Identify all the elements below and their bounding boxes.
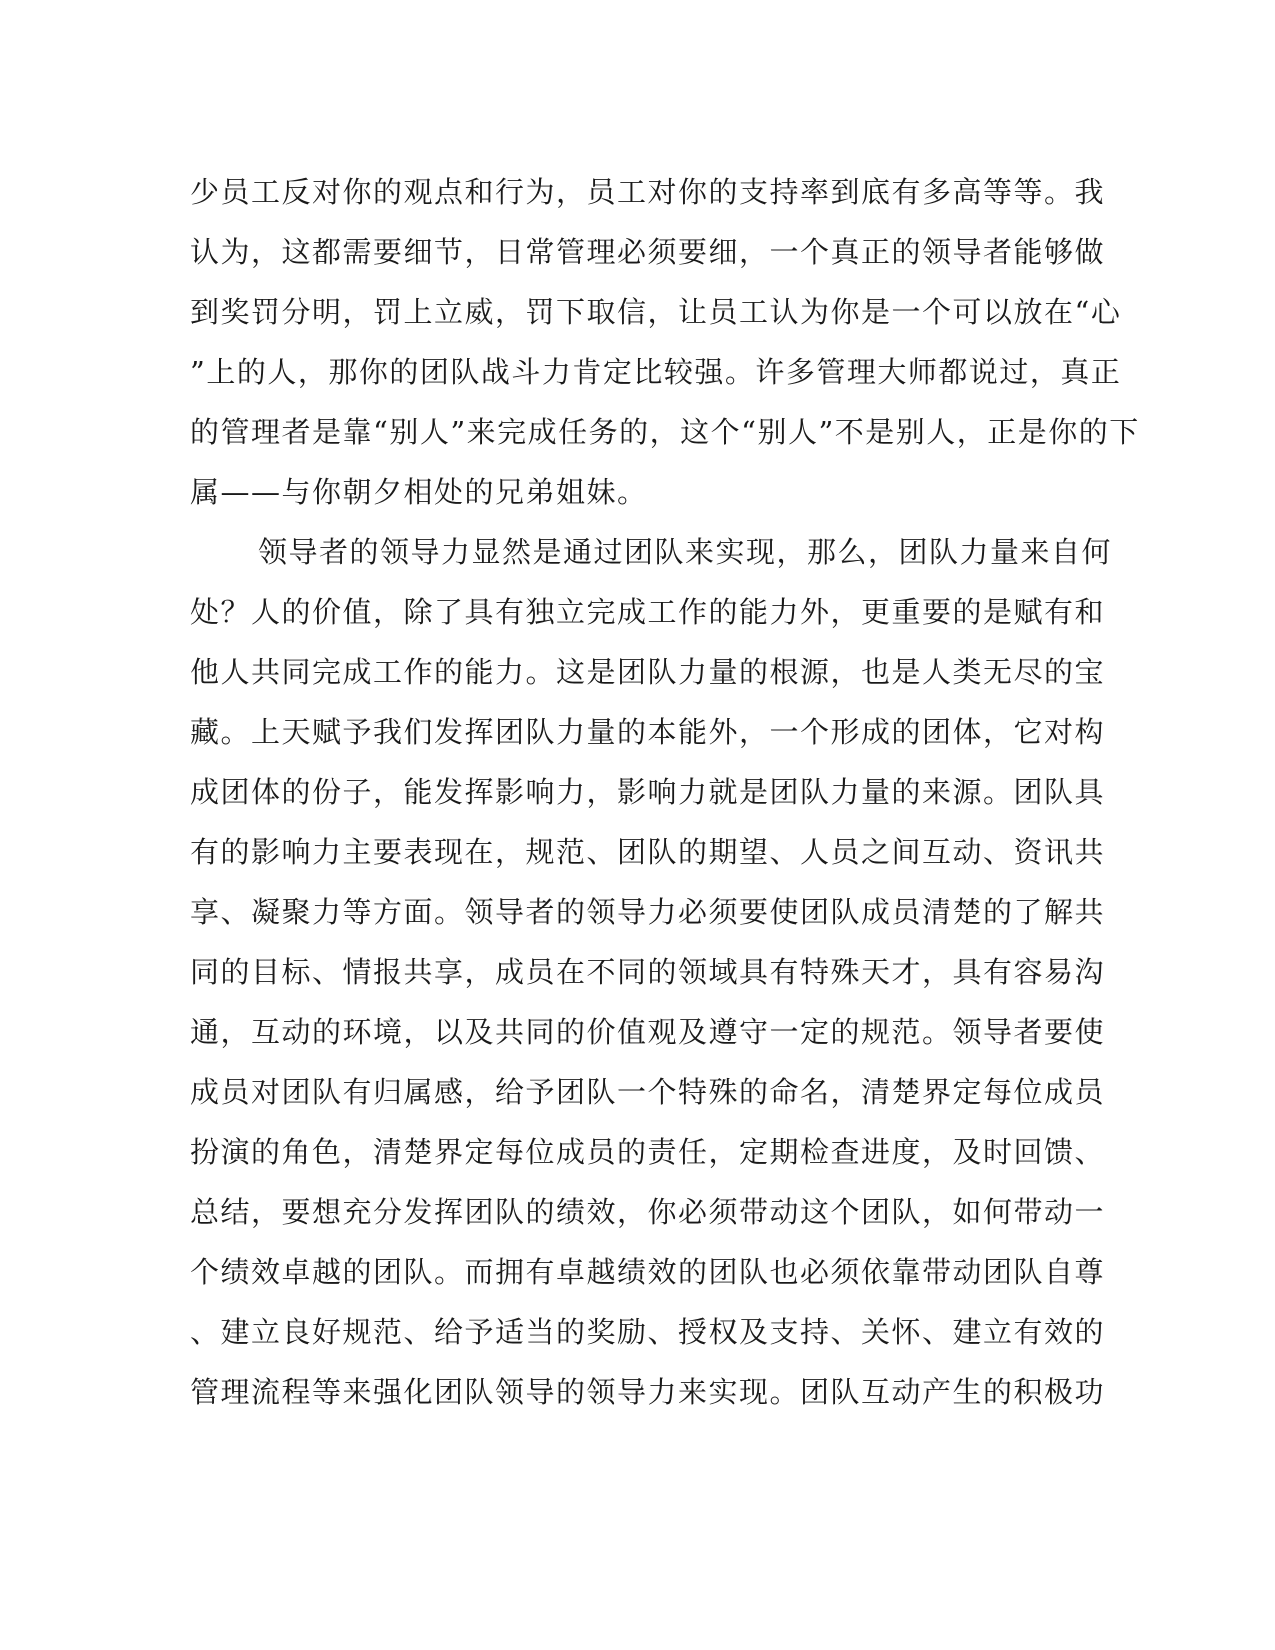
text-line: 个绩效卓越的团队。而拥有卓越绩效的团队也必须依靠带动团队自尊: [190, 1255, 1106, 1289]
text-line: 有的影响力主要表现在，规范、团队的期望、人员之间互动、资讯共: [190, 835, 1106, 869]
text-line: 认为，这都需要细节，日常管理必须要细，一个真正的领导者能够做: [190, 235, 1106, 269]
body-text: [190, 162, 1140, 1422]
text-line: 到奖罚分明，罚上立威，罚下取信，让员工认为你是一个可以放在“心: [190, 295, 1122, 329]
text-line: 少员工反对你的观点和行为，员工对你的支持率到底有多高等等。我: [190, 175, 1106, 209]
text-line: 领导者的领导力显然是通过团队来实现，那么，团队力量来自何: [258, 535, 1113, 569]
text-line: 处？人的价值，除了具有独立完成工作的能力外，更重要的是赋有和: [190, 595, 1106, 629]
text-line: 管理流程等来强化团队领导的领导力来实现。团队互动产生的积极功: [190, 1375, 1106, 1409]
text-line: 属——与你朝夕相处的兄弟姐妹。: [190, 475, 648, 509]
text-line: 、建立良好规范、给予适当的奖励、授权及支持、关怀、建立有效的: [190, 1315, 1106, 1349]
text-line: 成员对团队有归属感，给予团队一个特殊的命名，清楚界定每位成员: [190, 1075, 1106, 1109]
text-line: 他人共同完成工作的能力。这是团队力量的根源，也是人类无尽的宝: [190, 655, 1106, 689]
text-line: 藏。上天赋予我们发挥团队力量的本能外，一个形成的团体，它对构: [190, 715, 1106, 749]
text-line: 同的目标、情报共享，成员在不同的领域具有特殊天才，具有容易沟: [190, 955, 1106, 989]
text-line: 的管理者是靠“别人”来完成任务的，这个“别人”不是别人，正是你的下: [190, 415, 1140, 449]
text-line: ”上的人，那你的团队战斗力肯定比较强。许多管理大师都说过，真正: [190, 355, 1122, 389]
paragraph: [190, 162, 1140, 522]
paragraph: [190, 522, 1113, 1422]
text-line: 扮演的角色，清楚界定每位成员的责任，定期检查进度，及时回馈、: [190, 1135, 1106, 1169]
text-line: 享、凝聚力等方面。领导者的领导力必须要使团队成员清楚的了解共: [190, 895, 1106, 929]
text-line: 成团体的份子，能发挥影响力，影响力就是团队力量的来源。团队具: [190, 775, 1106, 809]
text-line: 总结，要想充分发挥团队的绩效，你必须带动这个团队，如何带动一: [190, 1195, 1106, 1229]
text-line: 通，互动的环境，以及共同的价值观及遵守一定的规范。领导者要使: [190, 1015, 1106, 1049]
